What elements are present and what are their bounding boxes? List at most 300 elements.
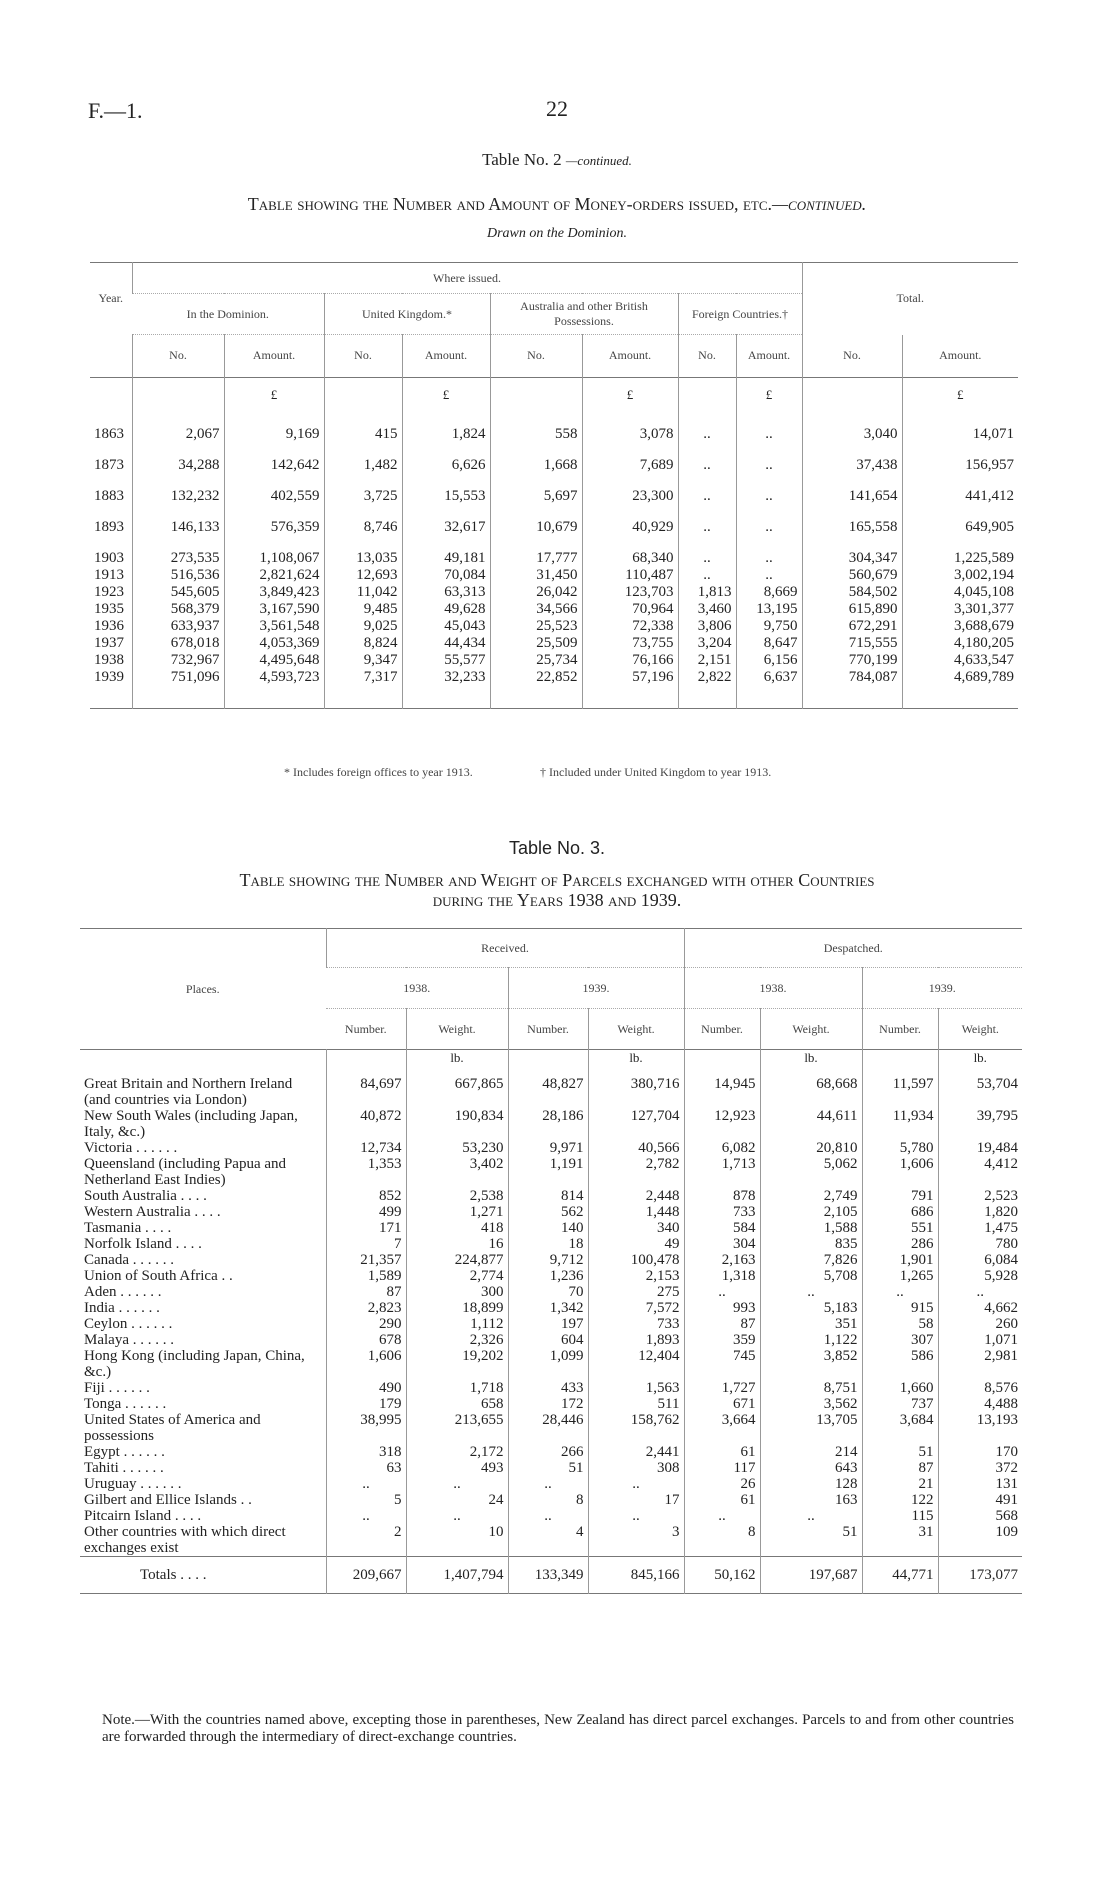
value-cell: 5,062	[760, 1156, 862, 1188]
value-cell: 511	[588, 1396, 684, 1412]
value-cell: 117	[684, 1460, 760, 1476]
value-cell: ..	[736, 474, 802, 505]
value-cell: ..	[862, 1284, 938, 1300]
value-cell: 415	[324, 412, 402, 443]
value-cell: 4	[508, 1524, 588, 1557]
value-cell: ..	[736, 505, 802, 536]
value-cell: 643	[760, 1460, 862, 1476]
table-row	[90, 601, 1018, 618]
col-amount: Amount.	[902, 335, 1018, 378]
list-item	[80, 1348, 1022, 1380]
table3-title-line2: during the Years 1938 and 1939.	[432, 890, 682, 910]
value-cell: 2,821,624	[224, 567, 324, 584]
table-row	[90, 567, 1018, 584]
place-name: Queensland (including Papua and Netherland East Indies)	[84, 1156, 287, 1188]
value-cell: 2,153	[588, 1268, 684, 1284]
value-cell: 1,824	[402, 412, 490, 443]
despatched-1939: 1939.	[862, 968, 1022, 1009]
value-cell: 5	[326, 1492, 406, 1508]
total-cell: 133,349	[508, 1557, 588, 1594]
place-name: Union of South Africa . .	[84, 1268, 233, 1284]
value-cell: 21	[862, 1476, 938, 1492]
total-cell: 50,162	[684, 1557, 760, 1594]
list-item	[80, 1316, 1022, 1332]
value-cell: ..	[760, 1508, 862, 1524]
table2-title-suffix: —continued.	[772, 194, 867, 214]
value-cell: 8,751	[760, 1380, 862, 1396]
pound-sign: £	[902, 377, 1018, 412]
value-cell: 87	[684, 1316, 760, 1332]
list-item	[80, 1524, 1022, 1557]
table-row	[90, 412, 1018, 443]
value-cell: 6,637	[736, 669, 802, 709]
value-cell: 3,204	[678, 635, 736, 652]
value-cell: 3,167,590	[224, 601, 324, 618]
value-cell: 214	[760, 1444, 862, 1460]
value-cell: 3,402	[406, 1156, 508, 1188]
value-cell: 2,538	[406, 1188, 508, 1204]
value-cell: 560,679	[802, 567, 902, 584]
value-cell: 163	[760, 1492, 862, 1508]
place-name: South Australia . . . .	[84, 1188, 207, 1204]
value-cell: 273,535	[132, 536, 224, 567]
value-cell: 8,669	[736, 584, 802, 601]
value-cell: 1,660	[862, 1380, 938, 1396]
value-cell: 171	[326, 1220, 406, 1236]
received-1938: 1938.	[326, 968, 508, 1009]
value-cell: 26	[684, 1476, 760, 1492]
value-cell: 123,703	[582, 584, 678, 601]
list-item	[80, 1332, 1022, 1348]
value-cell: 3,725	[324, 474, 402, 505]
value-cell: 18	[508, 1236, 588, 1252]
value-cell: 1,901	[862, 1252, 938, 1268]
place-name: Tonga . . . . . .	[84, 1396, 167, 1412]
value-cell: 8,824	[324, 635, 402, 652]
value-cell: 1,588	[760, 1220, 862, 1236]
col-weight: Weight.	[760, 1009, 862, 1050]
value-cell: 5,708	[760, 1268, 862, 1284]
value-cell: 852	[326, 1188, 406, 1204]
place-name: Ceylon . . . . . .	[84, 1316, 173, 1332]
value-cell: 1,820	[938, 1204, 1022, 1220]
value-cell: 1,122	[760, 1332, 862, 1348]
value-cell: 1,071	[938, 1332, 1022, 1348]
value-cell: 1,718	[406, 1380, 508, 1396]
value-cell: 9,169	[224, 412, 324, 443]
place-name: New South Wales (including Japan, Italy, &c.)	[84, 1108, 298, 1140]
table-row	[90, 536, 1018, 567]
place-name: United States of America and possessions	[84, 1412, 261, 1444]
place-name: Gilbert and Ellice Islands . .	[84, 1492, 252, 1508]
table2-title	[0, 194, 1114, 215]
year-cell: 1937	[94, 634, 124, 651]
value-cell: 25,734	[490, 652, 582, 669]
value-cell: 286	[862, 1236, 938, 1252]
value-cell: 14,945	[684, 1076, 760, 1108]
value-cell: 1,271	[406, 1204, 508, 1220]
value-cell: 784,087	[802, 669, 902, 709]
lb-unit: lb.	[406, 1050, 508, 1077]
value-cell: 25,509	[490, 635, 582, 652]
value-cell: 1,342	[508, 1300, 588, 1316]
value-cell: 2,172	[406, 1444, 508, 1460]
value-cell: 5,928	[938, 1268, 1022, 1284]
value-cell: 63,313	[402, 584, 490, 601]
value-cell: 70	[508, 1284, 588, 1300]
lb-unit: lb.	[938, 1050, 1022, 1077]
value-cell: 213,655	[406, 1412, 508, 1444]
value-cell: 2,448	[588, 1188, 684, 1204]
value-cell: 2,163	[684, 1252, 760, 1268]
list-item	[80, 1492, 1022, 1508]
value-cell: 671	[684, 1396, 760, 1412]
value-cell: 11,042	[324, 584, 402, 601]
value-cell: 40,872	[326, 1108, 406, 1140]
value-cell: 25,523	[490, 618, 582, 635]
place-name: Uruguay . . . . . .	[84, 1476, 182, 1492]
value-cell: 490	[326, 1380, 406, 1396]
value-cell: 1,099	[508, 1348, 588, 1380]
table2-label-suffix: —continued.	[565, 153, 632, 168]
value-cell: 751,096	[132, 669, 224, 709]
value-cell: 7,317	[324, 669, 402, 709]
value-cell: 1,112	[406, 1316, 508, 1332]
value-cell: 8	[508, 1492, 588, 1508]
value-cell: 300	[406, 1284, 508, 1300]
value-cell: 3,806	[678, 618, 736, 635]
value-cell: 4,412	[938, 1156, 1022, 1188]
value-cell: 26,042	[490, 584, 582, 601]
list-item	[80, 1284, 1022, 1300]
value-cell: 380,716	[588, 1076, 684, 1108]
value-cell: 2,326	[406, 1332, 508, 1348]
list-item	[80, 1444, 1022, 1460]
value-cell: 318	[326, 1444, 406, 1460]
value-cell: 31	[862, 1524, 938, 1557]
place-name: Fiji . . . . . .	[84, 1380, 150, 1396]
value-cell: 3,688,679	[902, 618, 1018, 635]
value-cell: 11,597	[862, 1076, 938, 1108]
value-cell: 22,852	[490, 669, 582, 709]
value-cell: 51	[862, 1444, 938, 1460]
col-weight: Weight.	[938, 1009, 1022, 1050]
value-cell: ..	[678, 567, 736, 584]
value-cell: 733	[588, 1316, 684, 1332]
table-row	[90, 669, 1018, 709]
list-item	[80, 1300, 1022, 1316]
value-cell: 372	[938, 1460, 1022, 1476]
value-cell: 780	[938, 1236, 1022, 1252]
col-amount: Amount.	[224, 335, 324, 378]
value-cell: 791	[862, 1188, 938, 1204]
value-cell: 21,357	[326, 1252, 406, 1268]
total-cell: 209,667	[326, 1557, 406, 1594]
value-cell: 63	[326, 1460, 406, 1476]
value-cell: 158,762	[588, 1412, 684, 1444]
table2-footnote-1: * Includes foreign offices to year 1913.	[284, 765, 473, 779]
value-cell: 493	[406, 1460, 508, 1476]
value-cell: 32,233	[402, 669, 490, 709]
value-cell: 44,434	[402, 635, 490, 652]
value-cell: 87	[862, 1460, 938, 1476]
money-orders-table	[90, 262, 1018, 709]
value-cell: 132,232	[132, 474, 224, 505]
value-cell: 586	[862, 1348, 938, 1380]
col-amount: Amount.	[582, 335, 678, 378]
value-cell: 4,495,648	[224, 652, 324, 669]
year-cell: 1939	[94, 668, 124, 685]
value-cell: 1,606	[862, 1156, 938, 1188]
value-cell: 179	[326, 1396, 406, 1412]
value-cell: 4,593,723	[224, 669, 324, 709]
value-cell: 68,340	[582, 536, 678, 567]
table-row	[90, 618, 1018, 635]
value-cell: 584	[684, 1220, 760, 1236]
value-cell: 13,705	[760, 1412, 862, 1444]
value-cell: ..	[678, 412, 736, 443]
value-cell: 1,589	[326, 1268, 406, 1284]
value-cell: 649,905	[902, 505, 1018, 536]
value-cell: 615,890	[802, 601, 902, 618]
value-cell: 3,852	[760, 1348, 862, 1380]
value-cell: 4,053,369	[224, 635, 324, 652]
col-no: No.	[324, 335, 402, 378]
value-cell: 499	[326, 1204, 406, 1220]
value-cell: ..	[684, 1508, 760, 1524]
year-cell: 1913	[94, 566, 124, 583]
value-cell: 53,704	[938, 1076, 1022, 1108]
table2-label-text: Table No. 2	[482, 150, 562, 169]
value-cell: 6,156	[736, 652, 802, 669]
received-header: Received.	[326, 929, 684, 968]
value-cell: 1,606	[326, 1348, 406, 1380]
value-cell: 307	[862, 1332, 938, 1348]
value-cell: 58	[862, 1316, 938, 1332]
value-cell: 1,563	[588, 1380, 684, 1396]
pound-sign: £	[224, 377, 324, 412]
value-cell: 9,712	[508, 1252, 588, 1268]
list-item	[80, 1188, 1022, 1204]
value-cell: 6,082	[684, 1140, 760, 1156]
value-cell: 562	[508, 1204, 588, 1220]
value-cell: ..	[406, 1476, 508, 1492]
value-cell: 109	[938, 1524, 1022, 1557]
value-cell: 667,865	[406, 1076, 508, 1108]
where-issued-header: Where issued.	[132, 263, 802, 294]
value-cell: 2,981	[938, 1348, 1022, 1380]
value-cell: 122	[862, 1492, 938, 1508]
value-cell: 48,827	[508, 1076, 588, 1108]
col-amount: Amount.	[736, 335, 802, 378]
value-cell: 1,893	[588, 1332, 684, 1348]
value-cell: 128	[760, 1476, 862, 1492]
value-cell: 49,628	[402, 601, 490, 618]
list-item	[80, 1268, 1022, 1284]
value-cell: 9,971	[508, 1140, 588, 1156]
year-cell: 1873	[94, 456, 124, 473]
place-name: Other countries with which direct exchanges exist	[84, 1524, 286, 1556]
value-cell: ..	[736, 536, 802, 567]
total-cell: 197,687	[760, 1557, 862, 1594]
year-cell: 1938	[94, 651, 124, 668]
value-cell: ..	[684, 1284, 760, 1300]
value-cell: 3,849,423	[224, 584, 324, 601]
value-cell: ..	[588, 1508, 684, 1524]
value-cell: 55,577	[402, 652, 490, 669]
place-name: Canada . . . . . .	[84, 1252, 174, 1268]
year-header: Year.	[98, 291, 123, 306]
value-cell: 4,180,205	[902, 635, 1018, 652]
value-cell: 835	[760, 1236, 862, 1252]
value-cell: 57,196	[582, 669, 678, 709]
value-cell: 76,166	[582, 652, 678, 669]
value-cell: 23,300	[582, 474, 678, 505]
total-cell: 44,771	[862, 1557, 938, 1594]
value-cell: 733	[684, 1204, 760, 1220]
value-cell: 4,662	[938, 1300, 1022, 1316]
value-cell: 8	[684, 1524, 760, 1557]
value-cell: 49	[588, 1236, 684, 1252]
value-cell: ..	[678, 505, 736, 536]
value-cell: 745	[684, 1348, 760, 1380]
value-cell: 1,727	[684, 1380, 760, 1396]
year-cell: 1936	[94, 617, 124, 634]
value-cell: 7	[326, 1236, 406, 1252]
value-cell: 604	[508, 1332, 588, 1348]
value-cell: 814	[508, 1188, 588, 1204]
value-cell: 878	[684, 1188, 760, 1204]
value-cell: 584,502	[802, 584, 902, 601]
value-cell: 2,782	[588, 1156, 684, 1188]
value-cell: 70,964	[582, 601, 678, 618]
value-cell: 1,191	[508, 1156, 588, 1188]
value-cell: ..	[508, 1476, 588, 1492]
value-cell: 12,404	[588, 1348, 684, 1380]
table2-label	[0, 150, 1114, 170]
col-no: No.	[802, 335, 902, 378]
table3-title-line1: Table showing the Number and Weight of Parcels exchanged with other Countries	[239, 870, 875, 890]
value-cell: 1,265	[862, 1268, 938, 1284]
value-cell: 70,084	[402, 567, 490, 584]
value-cell: 1,668	[490, 443, 582, 474]
value-cell: 156,957	[902, 443, 1018, 474]
value-cell: 5,697	[490, 474, 582, 505]
page-ref: F.—1.	[88, 98, 143, 123]
place-name: Victoria . . . . . .	[84, 1140, 178, 1156]
value-cell: 9,750	[736, 618, 802, 635]
list-item	[80, 1204, 1022, 1220]
value-cell: 672,291	[802, 618, 902, 635]
year-cell: 1863	[94, 425, 124, 442]
year-cell: 1935	[94, 600, 124, 617]
despatched-1938: 1938.	[684, 968, 862, 1009]
value-cell: 3,002,194	[902, 567, 1018, 584]
value-cell: 4,633,547	[902, 652, 1018, 669]
value-cell: 44,611	[760, 1108, 862, 1140]
value-cell: 40,566	[588, 1140, 684, 1156]
place-name: India . . . . . .	[84, 1300, 160, 1316]
value-cell: 2,823	[326, 1300, 406, 1316]
value-cell: ..	[326, 1476, 406, 1492]
totals-label: Totals . . . .	[140, 1567, 207, 1583]
value-cell: 3,040	[802, 412, 902, 443]
value-cell: 3,301,377	[902, 601, 1018, 618]
value-cell: 5,183	[760, 1300, 862, 1316]
value-cell: 110,487	[582, 567, 678, 584]
value-cell: 568,379	[132, 601, 224, 618]
value-cell: 568	[938, 1508, 1022, 1524]
value-cell: 37,438	[802, 443, 902, 474]
value-cell: 1,108,067	[224, 536, 324, 567]
value-cell: 224,877	[406, 1252, 508, 1268]
col-number: Number.	[508, 1009, 588, 1050]
total-cell: 845,166	[588, 1557, 684, 1594]
value-cell: 770,199	[802, 652, 902, 669]
value-cell: 115	[862, 1508, 938, 1524]
value-cell: 51	[760, 1524, 862, 1557]
value-cell: 73,755	[582, 635, 678, 652]
value-cell: ..	[678, 443, 736, 474]
value-cell: 1,236	[508, 1268, 588, 1284]
group-foreign: Foreign Countries.†	[678, 294, 802, 335]
value-cell: 2,067	[132, 412, 224, 443]
value-cell: 20,810	[760, 1140, 862, 1156]
value-cell: 304,347	[802, 536, 902, 567]
value-cell: 4,045,108	[902, 584, 1018, 601]
value-cell: 516,536	[132, 567, 224, 584]
value-cell: 3,460	[678, 601, 736, 618]
value-cell: 576,359	[224, 505, 324, 536]
value-cell: ..	[326, 1508, 406, 1524]
value-cell: 433	[508, 1380, 588, 1396]
list-item	[80, 1396, 1022, 1412]
value-cell: 170	[938, 1444, 1022, 1460]
value-cell: 100,478	[588, 1252, 684, 1268]
value-cell: ..	[588, 1476, 684, 1492]
place-name: Egypt . . . . . .	[84, 1444, 165, 1460]
group-uk: United Kingdom.*	[324, 294, 490, 335]
table2-subtitle: Drawn on the Dominion.	[487, 226, 627, 241]
pound-sign: £	[402, 377, 490, 412]
list-item	[80, 1156, 1022, 1188]
value-cell: 13,193	[938, 1412, 1022, 1444]
table2-title-text: Table showing the Number and Amount of Money-orders issued, etc.	[247, 194, 773, 214]
value-cell: 190,834	[406, 1108, 508, 1140]
value-cell: 1,353	[326, 1156, 406, 1188]
value-cell: 131	[938, 1476, 1022, 1492]
list-item	[80, 1508, 1022, 1524]
place-name: Pitcairn Island . . . .	[84, 1508, 202, 1524]
value-cell: 9,025	[324, 618, 402, 635]
value-cell: ..	[508, 1508, 588, 1524]
value-cell: 28,186	[508, 1108, 588, 1140]
value-cell: 658	[406, 1396, 508, 1412]
list-item	[80, 1380, 1022, 1396]
value-cell: 49,181	[402, 536, 490, 567]
table-row	[90, 443, 1018, 474]
value-cell: 3,684	[862, 1412, 938, 1444]
place-name: Tahiti . . . . . .	[84, 1460, 164, 1476]
value-cell: 19,202	[406, 1348, 508, 1380]
table-row	[90, 474, 1018, 505]
table-row	[90, 635, 1018, 652]
places-header: Places.	[185, 981, 220, 996]
col-number: Number.	[684, 1009, 760, 1050]
value-cell: 19,484	[938, 1140, 1022, 1156]
value-cell: ..	[406, 1508, 508, 1524]
value-cell: 12,923	[684, 1108, 760, 1140]
